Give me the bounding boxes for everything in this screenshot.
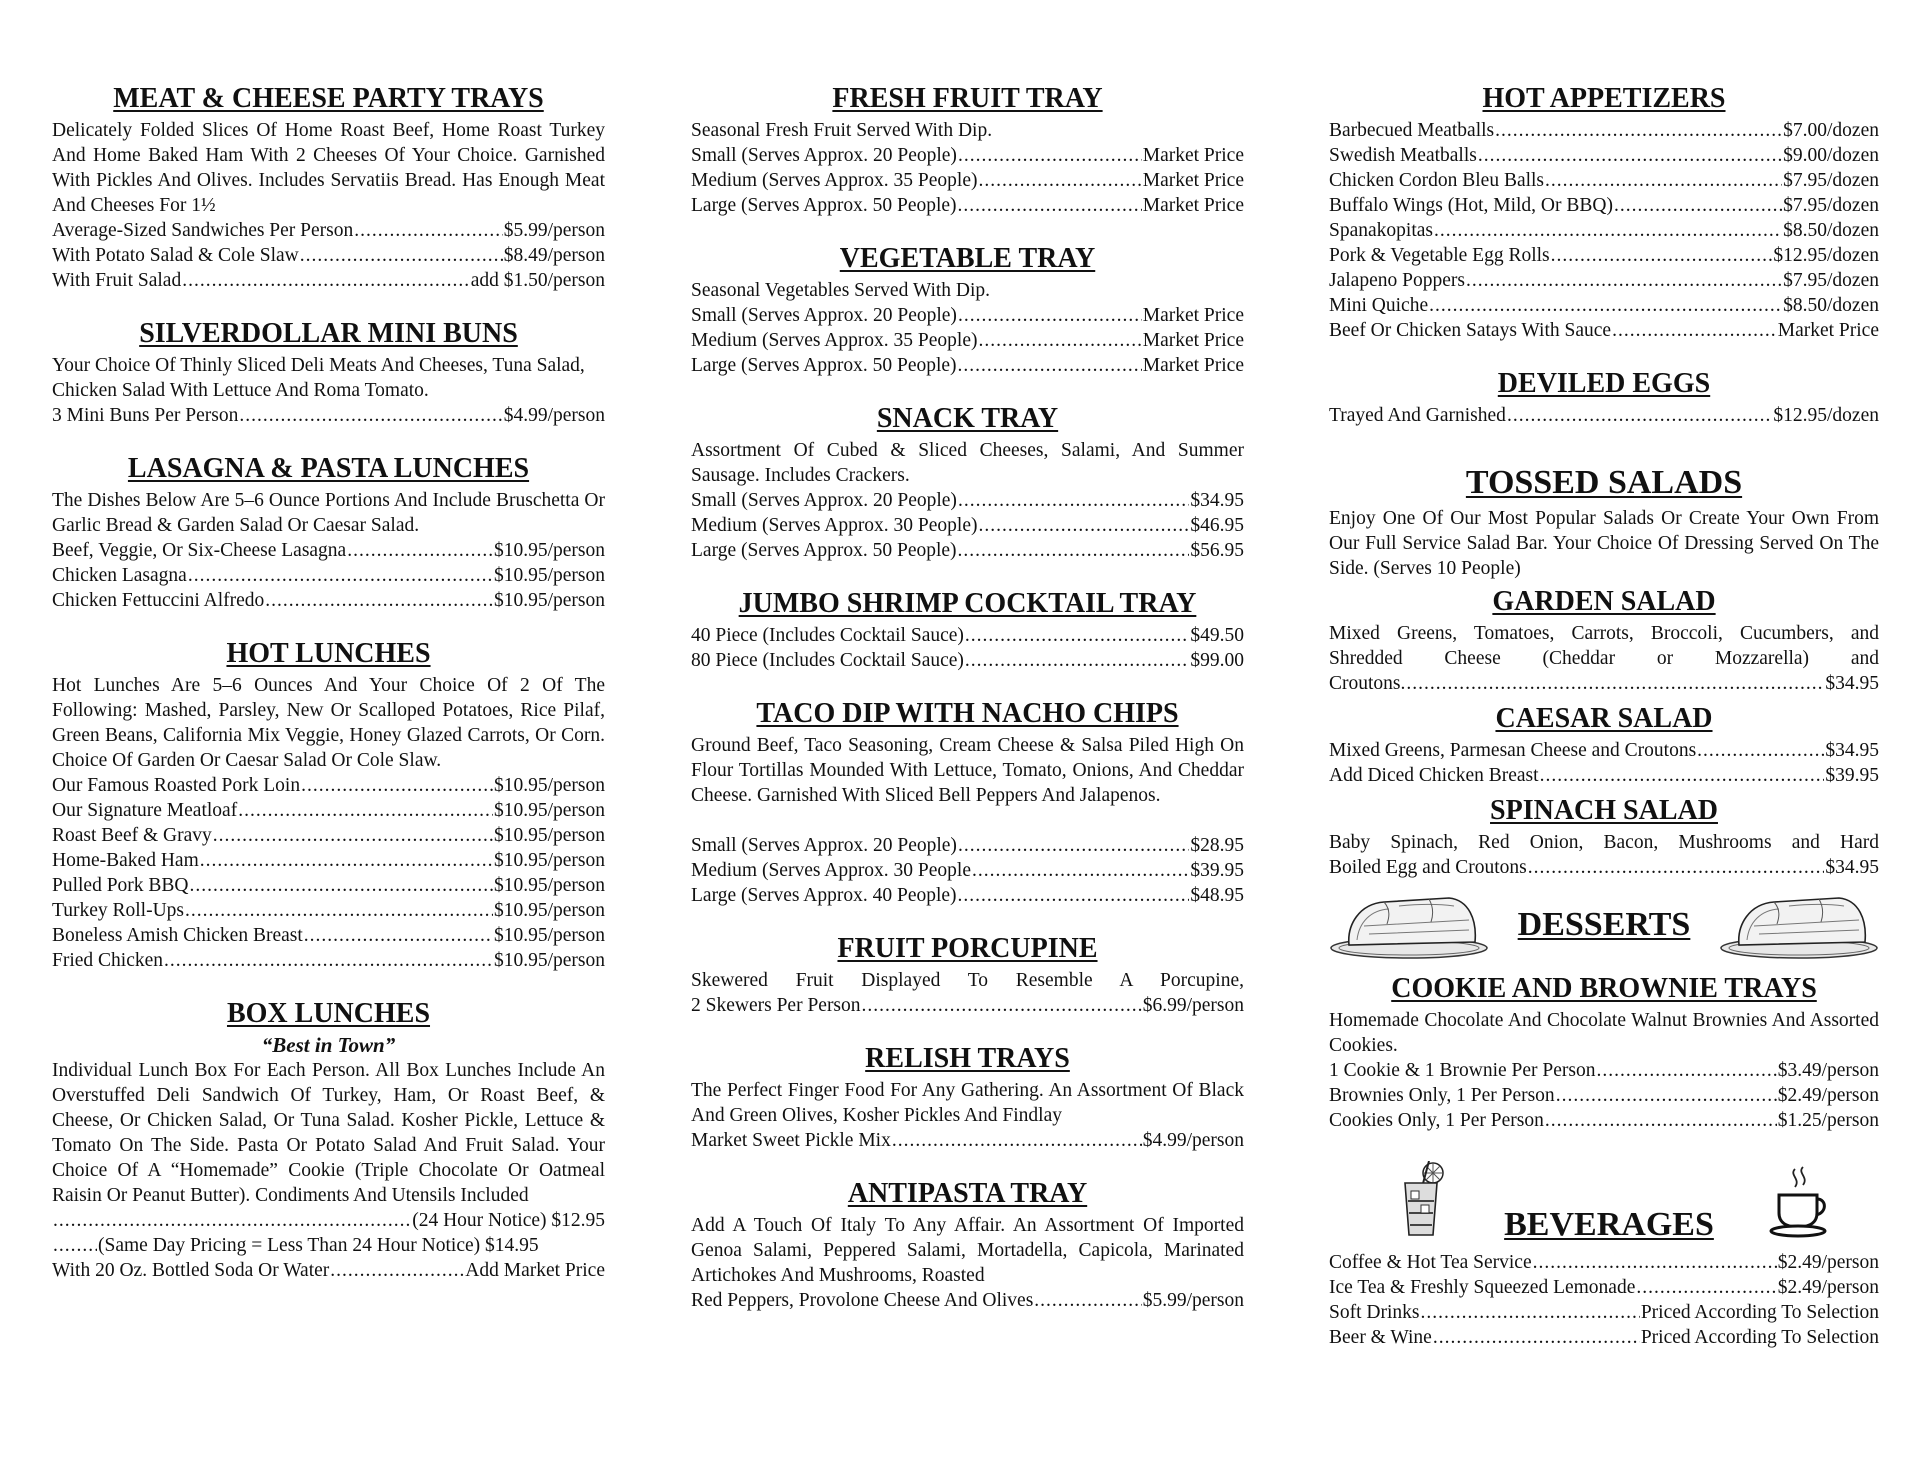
section-description: Individual Lunch Box For Each Person. All Box Lunches Include An Overstuffed Deli Sandwich Of Turkey, Ham, Or Roast Beef, & Cheese, Or Chicken Salad, Or Tuna Salad. Kosher Pickle, Lettuce & Tomato On The Side. Pasta Or Potato Salad And Fruit Salad. Your Choice Of A “Homemade” Cookie (Triple Chocolate Or Oatmeal Raisin Or Peanut Butter). Condiments And Utensils Included [52,1060,605,1206]
menu-item [52,1208,605,1233]
menu-item [52,268,605,293]
item-name: Red Peppers, Provolone Cheese And Olives [691,1290,1034,1311]
item-name: Chicken Fettuccini Alfredo [52,590,265,611]
section-title: HOT LUNCHES [226,638,431,669]
item-name: 1 Cookie & 1 Brownie Per Person [1329,1060,1596,1081]
item-price: $48.95 [1190,885,1244,906]
item-price: $4.99/person [1142,1130,1244,1151]
item-name: 40 Piece (Includes Cocktail Sauce) [691,625,964,646]
caesar-salad-section [1329,704,1879,788]
section-description: Add A Touch Of Italy To Any Affair. An Assortment Of Imported Genoa Salami, Peppered Salami, Mortadella, Capicola, Marinated Artichokes And Mushrooms, Roasted [691,1215,1244,1286]
item-price: $7.00/dozen [1783,120,1879,141]
item-price: $7.95/dozen [1783,195,1879,216]
item-name: With 20 Oz. Bottled Soda Or Water [52,1260,330,1281]
section-title: COOKIE AND BROWNIE TRAYS [1391,973,1817,1004]
menu-item [1329,218,1879,243]
section-description: Ground Beef, Taco Seasoning, Cream Cheese & Salsa Piled High On Flour Tortillas Mounded With Lettuce, Tomato, Onions, And Cheddar Cheese. Garnished With Sliced Bell Peppers And Jalapenos. [691,735,1244,806]
section-description: Delicately Folded Slices Of Home Roast Beef, Home Roast Turkey And Home Baked Ham With 2 Cheeses Of Your Choice. Garnished With Pickles And Olives. Includes Servatiis Bread. Has Enough Meat And Cheeses For 1½ [52,120,605,216]
menu-item [1329,268,1879,293]
section-title: MEAT & CHEESE PARTY TRAYS [113,83,544,114]
item-name: Mini Quiche [1329,295,1429,316]
item-price: $2.49/person [1777,1085,1879,1106]
item-price: $7.95/dozen [1783,170,1879,191]
item-price: Add Market Price [465,1260,605,1281]
section-description: Mixed Greens, Tomatoes, Carrots, Broccoli, Cucumbers, and Shredded Cheese (Cheddar or Mozzarella) and [1329,623,1879,669]
snack-tray-section [691,404,1244,563]
section-title: SPINACH SALAD [1490,795,1718,826]
section-title: DEVILED EGGS [1497,368,1711,399]
menu-item [1329,671,1879,696]
menu-item [52,538,605,563]
item-name: Chicken Cordon Bleu Balls [1329,170,1545,191]
item-name: 3 Mini Buns Per Person [52,405,239,426]
item-name: Medium (Serves Approx. 35 People) [691,170,978,191]
item-name: Home-Baked Ham [52,850,199,871]
item-price: $28.95 [1190,835,1244,856]
meat-cheese-section [52,84,605,293]
item-name: Jalapeno Poppers [1329,270,1465,291]
item-name: Medium (Serves Approx. 30 People) [691,515,978,536]
menu-item [691,623,1244,648]
item-name: Our Famous Roasted Pork Loin [52,775,301,796]
item-name: Cookies Only, 1 Per Person [1329,1110,1544,1131]
menu-item [1329,1108,1879,1133]
section-description: Hot Lunches Are 5–6 Ounces And Your Choice Of 2 Of The Following: Mashed, Parsley, New Or Scalloped Potatoes, Rice Pilaf, Green Beans, California Mix Veggie, Honey Glazed Carrots, Or Corn. Choice Of Garden Or Caesar Salad Or Cole Slaw. [52,675,605,771]
taco-dip-section [691,699,1244,908]
menu-item [1329,1083,1879,1108]
menu-item [691,1288,1244,1313]
section-description: Baby Spinach, Red Onion, Bacon, Mushrooms and Hard [1329,832,1879,853]
item-name: Large (Serves Approx. 50 People) [691,355,957,376]
section-title: JUMBO SHRIMP COCKTAIL TRAY [738,588,1197,619]
menu-item [691,833,1244,858]
item-price: $10.95/person [493,850,605,871]
item-price: $12.95/dozen [1773,405,1879,426]
section-title: BOX LUNCHES [226,998,431,1029]
item-price: Market Price [1142,330,1244,351]
item-price: $34.95 [1825,673,1879,694]
item-price: $2.49/person [1777,1252,1879,1273]
item-price: Market Price [1142,305,1244,326]
tossed-salads-section [1329,464,1879,581]
item-name: 80 Piece (Includes Cocktail Sauce) [691,650,964,671]
item-name: Croutons. [1329,673,1406,694]
item-price: $5.99/person [503,220,605,241]
item-name: Beef Or Chicken Satays With Sauce [1329,320,1612,341]
item-name: Spanakopitas [1329,220,1433,241]
item-price: $8.50/dozen [1783,220,1879,241]
item-name: Mixed Greens, Parmesan Cheese and Croutons [1329,740,1697,761]
item-price: $10.95/person [493,565,605,586]
vegetable-tray-section [691,244,1244,378]
section-title: TOSSED SALADS [1465,464,1743,501]
cake-icon [1719,890,1879,960]
menu-item [52,563,605,588]
item-name: Small (Serves Approx. 20 People) [691,145,957,166]
section-title: CAESAR SALAD [1495,703,1713,734]
item-price: $10.95/person [493,950,605,971]
menu-item [1329,143,1879,168]
section-title: SILVERDOLLAR MINI BUNS [139,318,518,349]
menu-item [52,848,605,873]
item-name: Medium (Serves Approx. 30 People [691,860,972,881]
item-price: $34.95 [1190,490,1244,511]
section-title: VEGETABLE TRAY [839,243,1096,274]
item-price: $10.95/person [493,800,605,821]
item-price: Market Price [1142,355,1244,376]
menu-item [52,403,605,428]
menu-item [691,193,1244,218]
item-name: Market Sweet Pickle Mix [691,1130,891,1151]
menu-item [1329,403,1879,428]
section-title: DESSERTS [1517,906,1691,943]
section-description: Homemade Chocolate And Chocolate Walnut Brownies And Assorted Cookies. [1329,1010,1879,1056]
item-price: $10.95/person [493,540,605,561]
item-price: $99.00 [1190,650,1244,671]
item-price: $2.49/person [1777,1277,1879,1298]
section-title: RELISH TRAYS [865,1043,1070,1074]
item-name: Boiled Egg and Croutons [1329,857,1527,878]
section-description: The Perfect Finger Food For Any Gathering. An Assortment Of Black And Green Olives, Kosher Pickles And Findlay [691,1080,1244,1126]
item-name: Small (Serves Approx. 20 People) [691,490,957,511]
item-price: $56.95 [1190,540,1244,561]
section-title: BEVERAGES [1504,1206,1714,1243]
menu-item [52,923,605,948]
menu-item [52,1258,605,1283]
item-price: $1.25/person [1777,1110,1879,1131]
menu-item [1329,118,1879,143]
silverdollar-section [52,319,605,428]
item-name: 2 Skewers Per Person [691,995,861,1016]
menu-column-3 [1329,84,1879,1376]
section-tagline: “Best in Town” [261,1033,396,1057]
shrimp-tray-section [691,589,1244,673]
item-price: $10.95/person [493,775,605,796]
item-price: $46.95 [1190,515,1244,536]
item-price: Market Price [1142,145,1244,166]
menu-item [52,243,605,268]
hot-lunches-section [52,639,605,973]
menu-item [1329,1275,1879,1300]
item-price: $34.95 [1825,857,1879,878]
item-price: $10.95/person [493,875,605,896]
item-name: Turkey Roll-Ups [52,900,185,921]
item-price: $3.49/person [1777,1060,1879,1081]
item-price: $39.95 [1190,860,1244,881]
item-name: Medium (Serves Approx. 35 People) [691,330,978,351]
menu-item [1329,1250,1879,1275]
menu-item [691,1128,1244,1153]
item-price: $10.95/person [493,925,605,946]
deviled-eggs-section [1329,369,1879,428]
item-price: $10.95/person [493,825,605,846]
section-title: LASAGNA & PASTA LUNCHES [127,453,530,484]
item-name: Roast Beef & Gravy [52,825,212,846]
item-price: $34.95 [1825,740,1879,761]
item-price: $49.50 [1190,625,1244,646]
item-name: Large (Serves Approx. 40 People) [691,885,957,906]
item-name: With Fruit Salad [52,270,182,291]
item-name: Small (Serves Approx. 20 People) [691,305,957,326]
menu-item [691,538,1244,563]
item-price: $8.49/person [503,245,605,266]
item-name: Beef, Veggie, Or Six-Cheese Lasagna [52,540,347,561]
section-title: FRUIT PORCUPINE [837,933,1098,964]
item-price: Market Price [1142,170,1244,191]
item-price: $4.99/person [503,405,605,426]
menu-item [691,328,1244,353]
section-description: Seasonal Vegetables Served With Dip. [691,280,991,301]
section-description: Enjoy One Of Our Most Popular Salads Or Create Your Own From Our Full Service Salad Bar. Your Choice Of Dressing Served On The Side. (Serves 10 People) [1329,508,1879,579]
section-description: Skewered Fruit Displayed To Resemble A Porcupine, [691,970,1244,991]
menu-item [1329,168,1879,193]
item-name: Buffalo Wings (Hot, Mild, Or BBQ) [1329,195,1613,216]
menu-item [691,143,1244,168]
item-name: Ice Tea & Freshly Squeezed Lemonade [1329,1277,1636,1298]
menu-item [52,1233,605,1258]
menu-item [691,488,1244,513]
iced-tea-glass-icon [1399,1161,1449,1244]
menu-item [691,883,1244,908]
item-price: (24 Hour Notice) $12.95 [412,1210,605,1231]
item-price: $12.95/dozen [1773,245,1879,266]
item-price: (Same Day Pricing = Less Than 24 Hour Notice) $14.95 [98,1235,539,1256]
menu-item [52,823,605,848]
menu-item [691,168,1244,193]
item-price: add $1.50/person [470,270,605,291]
item-name: Beer & Wine [1329,1327,1432,1348]
menu-item [52,218,605,243]
item-name: Coffee & Hot Tea Service [1329,1252,1532,1273]
item-name: Swedish Meatballs [1329,145,1477,166]
item-price: $6.99/person [1142,995,1244,1016]
menu-item [691,858,1244,883]
item-price: $7.95/dozen [1783,270,1879,291]
item-name: Add Diced Chicken Breast [1329,765,1539,786]
section-title: HOT APPETIZERS [1482,83,1726,114]
item-name: With Potato Salad & Cole Slaw [52,245,299,266]
spinach-salad-section [1329,796,1879,880]
item-name: Soft Drinks [1329,1302,1420,1323]
antipasta-tray-section [691,1179,1244,1313]
item-price: Market Price [1142,195,1244,216]
menu-item [52,798,605,823]
menu-item [1329,855,1879,880]
section-description: The Dishes Below Are 5–6 Ounce Portions And Include Bruschetta Or Garlic Bread & Garden Salad Or Caesar Salad. [52,490,605,536]
relish-trays-section [691,1044,1244,1153]
menu-column-1 [52,84,605,1309]
menu-item [52,948,605,973]
menu-item [52,873,605,898]
item-price: $10.95/person [493,900,605,921]
item-name: Fried Chicken [52,950,164,971]
item-name: Pulled Pork BBQ [52,875,189,896]
menu-item [1329,1300,1879,1325]
section-title: ANTIPASTA TRAY [847,1178,1088,1209]
menu-item [1329,1058,1879,1083]
item-name: Large (Serves Approx. 50 People) [691,195,957,216]
item-name: Small (Serves Approx. 20 People) [691,835,957,856]
item-price: $39.95 [1825,765,1879,786]
menu-item [1329,763,1879,788]
box-lunches-section [52,999,605,1283]
item-price: $10.95/person [493,590,605,611]
menu-item [52,898,605,923]
item-price: Priced According To Selection [1640,1327,1879,1348]
section-title: TACO DIP WITH NACHO CHIPS [756,698,1179,729]
section-description: Your Choice Of Thinly Sliced Deli Meats And Cheeses, Tuna Salad, Chicken Salad With Lettuce And Roma Tomato. [52,355,585,401]
menu-item [1329,293,1879,318]
item-price: $9.00/dozen [1783,145,1879,166]
beverages-banner [1329,1161,1879,1244]
menu-item [691,648,1244,673]
section-title: FRESH FRUIT TRAY [832,83,1103,114]
fruit-tray-section [691,84,1244,218]
section-description: Seasonal Fresh Fruit Served With Dip. [691,120,993,141]
item-name: Average-Sized Sandwiches Per Person [52,220,354,241]
menu-item [691,993,1244,1018]
item-name: Brownies Only, 1 Per Person [1329,1085,1555,1106]
hot-appetizers-section [1329,84,1879,343]
item-name: Large (Serves Approx. 50 People) [691,540,957,561]
garden-salad-section [1329,587,1879,696]
item-name: Our Signature Meatloaf [52,800,238,821]
item-price: Priced According To Selection [1640,1302,1879,1323]
menu-item [52,588,605,613]
menu-item [691,353,1244,378]
item-name: Boneless Amish Chicken Breast [52,925,303,946]
section-title: SNACK TRAY [876,403,1059,434]
menu-column-2 [691,84,1244,1339]
menu-item [1329,1325,1879,1350]
item-name: Pork & Vegetable Egg Rolls [1329,245,1550,266]
item-price: $8.50/dozen [1783,295,1879,316]
menu-item [1329,738,1879,763]
item-price: $5.99/person [1142,1290,1244,1311]
menu-item [691,303,1244,328]
cake-icon [1329,890,1489,960]
cookie-brownie-section [1329,974,1879,1133]
menu-item [1329,243,1879,268]
beverages-section [1329,1250,1879,1350]
menu-item [1329,318,1879,343]
item-name: Trayed And Garnished [1329,405,1506,426]
item-name: Chicken Lasagna [52,565,187,586]
menu-item [691,513,1244,538]
item-price: Market Price [1777,320,1879,341]
coffee-cup-icon [1769,1165,1833,1244]
desserts-banner [1329,890,1879,960]
section-title: GARDEN SALAD [1492,586,1716,617]
section-description: Assortment Of Cubed & Sliced Cheeses, Salami, And Summer Sausage. Includes Crackers. [691,440,1244,486]
menu-item [52,773,605,798]
menu-item [1329,193,1879,218]
item-name: Barbecued Meatballs [1329,120,1495,141]
lasagna-section [52,454,605,613]
fruit-porcupine-section [691,934,1244,1018]
